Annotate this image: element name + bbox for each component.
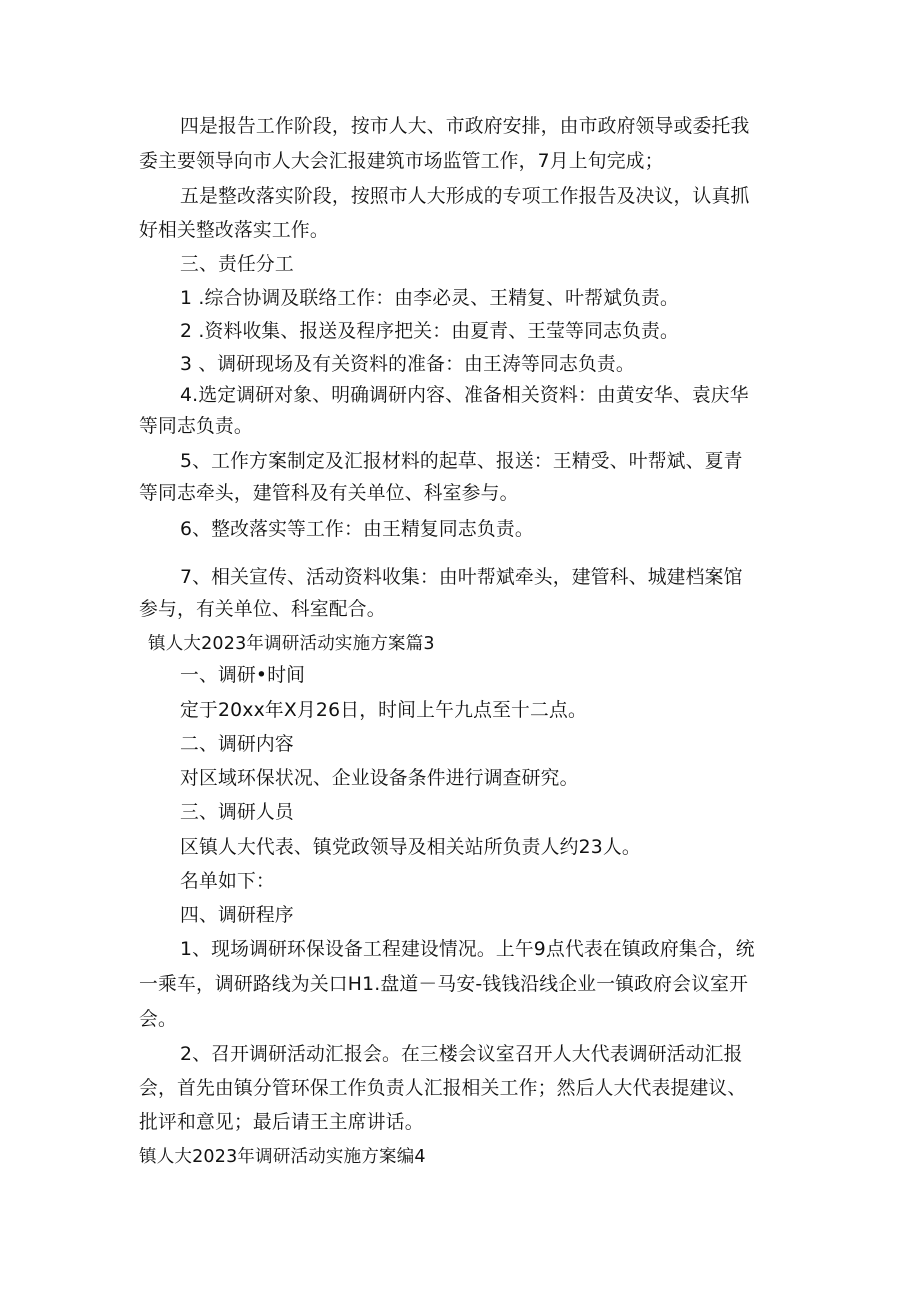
paragraph-line: 会，首先由镇分管环保工作负责人汇报相关工作；然后人大代表提建议、 [139,1078,747,1099]
section-heading: 二、调研内容 [180,734,294,755]
paragraph-line: 好相关整改落实工作。 [139,220,329,241]
paragraph-line: 批评和意见；最后请王主席讲话。 [139,1112,424,1133]
list-item: 3 、调研现场及有关资料的准备：由王涛等同志负责。 [180,354,635,375]
paragraph-line: 一乘车，调研路线为关口H1.盘道－马安-钱钱沿线企业一镇政府会议室开 [139,974,749,995]
list-item: 7、相关宣传、活动资料收集：由叶帮斌牵头，建管科、城建档案馆 [180,567,743,588]
list-item: 1 .综合协调及联络工作：由李必灵、王精复、叶帮斌负责。 [180,288,680,309]
document-title: 镇人大2023年调研活动实施方案篇3 [148,634,435,654]
paragraph-line: 对区域环保状况、企业设备条件进行调查研究。 [180,768,579,789]
paragraph-line: 区镇人大代表、镇党政领导及相关站所负责人约23人。 [180,837,641,858]
document-title: 镇人大2023年调研活动实施方案编4 [139,1147,426,1167]
paragraph-line: 1、现场调研环保设备工程建设情况。上午9点代表在镇政府集合，统 [180,939,755,960]
list-item: 5、工作方案制定及汇报材料的起草、报送：王精受、叶帮斌、夏青 [180,451,743,472]
section-heading: 一、调研•时间 [180,665,306,686]
section-heading: 四、调研程序 [180,905,294,926]
paragraph-line: 定于20xx年X月26日，时间上午九点至十二点。 [180,700,587,721]
list-item: 2 .资料收集、报送及程序把关：由夏青、王莹等同志负责。 [180,321,680,342]
list-item-continued: 等同志牵头，建管科及有关单位、科室参与。 [139,483,519,504]
paragraph-line: 名单如下： [180,871,275,892]
paragraph-line: 委主要领导向市人大会汇报建筑市场监管工作，7月上旬完成； [139,151,664,172]
list-item-continued: 参与，有关单位、科室配合。 [139,599,386,620]
paragraph-line: 2、召开调研活动汇报会。在三楼会议室召开人大代表调研活动汇报 [180,1044,743,1065]
section-heading: 三、责任分工 [180,254,294,275]
list-item-continued: 等同志负责。 [139,416,253,437]
paragraph-line: 会。 [139,1009,177,1030]
list-item: 4.选定调研对象、明确调研内容、准备相关资料：由黄安华、袁庆华 [180,385,749,406]
list-item: 6、整改落实等工作：由王精复同志负责。 [180,519,534,540]
section-heading: 三、调研人员 [180,802,294,823]
paragraph-line: 五是整改落实阶段，按照市人大形成的专项工作报告及决议，认真抓 [180,186,750,207]
paragraph-line: 四是报告工作阶段，按市人大、市政府安排，由市政府领导或委托我 [180,116,750,137]
